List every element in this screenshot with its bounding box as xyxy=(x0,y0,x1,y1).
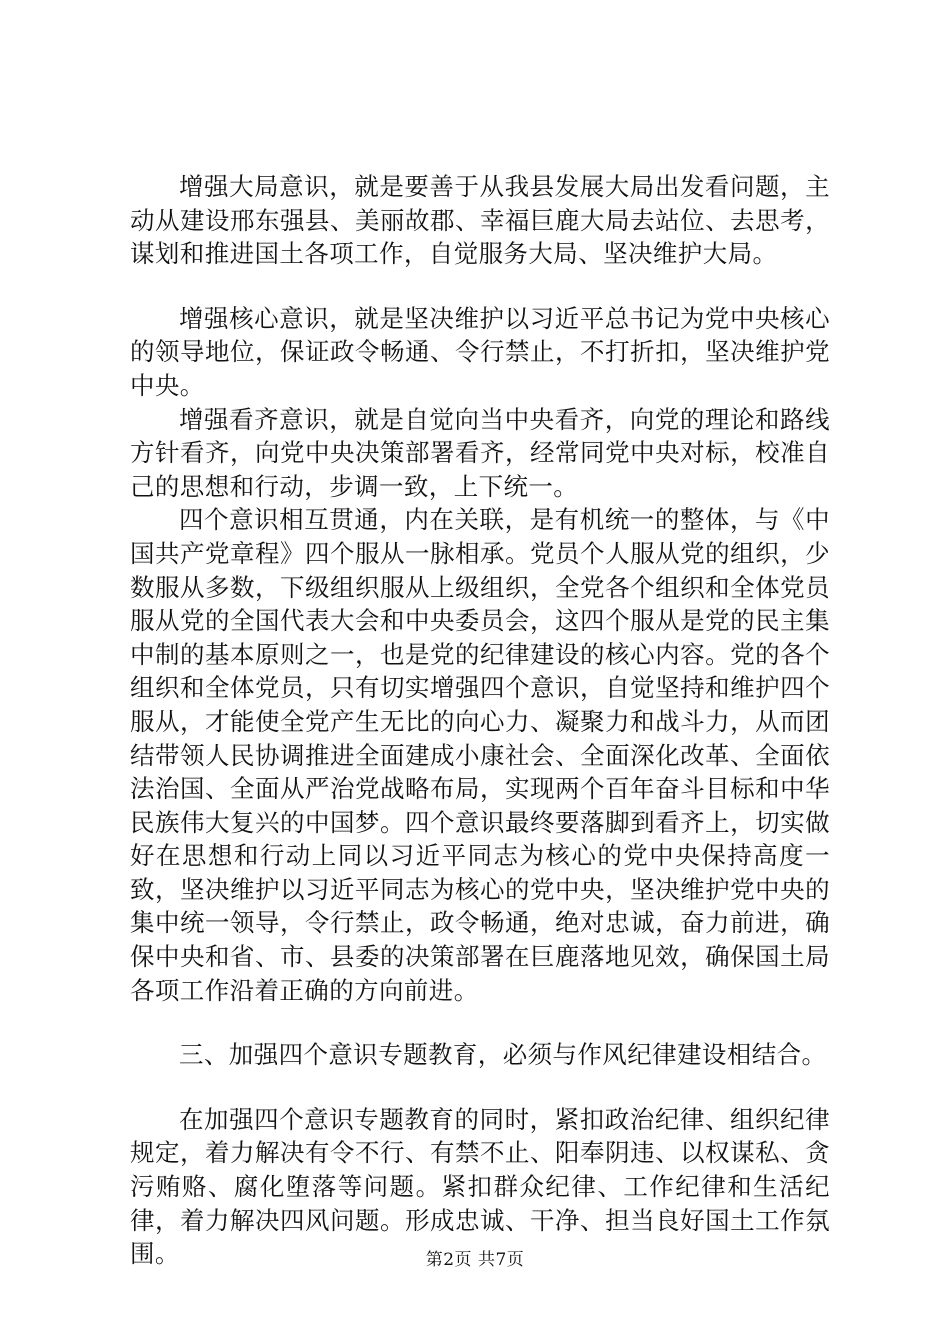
paragraph-four-awareness-relation: 四个意识相互贯通，内在关联，是有机统一的整体，与《中国共产党章程》四个服从一脉相承。党员个人服从党的组织，少数服从多数，下级组织服从上级组织，全党各个组织和全体党员服从党的全国代表大会和中央委员会，这四个服从是党的民主集中制的基本原则之一，也是党的纪律建设的核心内容。党的各个组织和全体党员，只有切实增强四个意识，自觉坚持和维护四个服从，才能使全党产生无比的向心力、凝聚力和战斗力，从而团结带领人民协调推进全面建成小康社会、全面深化改革、全面依法治国、全面从严治党战略布局，实现两个百年奋斗目标和中华民族伟大复兴的中国梦。四个意识最终要落脚到看齐上，切实做好在思想和行动上同以习近平同志为核心的党中央保持高度一致，坚决维护以习近平同志为核心的党中央，坚决维护党中央的集中统一领导，令行禁止，政令畅通，绝对忠诚，奋力前进，确保中央和省、市、县委的决策部署在巨鹿落地见效，确保国土局各项工作沿着正确的方向前进。 xyxy=(130,505,830,1005)
paragraph-alignment-awareness: 增强看齐意识，就是自觉向当中央看齐，向党的理论和路线方针看齐，向党中央决策部署看齐，经常同党中央对标，校准自己的思想和行动，步调一致，上下统一。 xyxy=(130,404,830,501)
paragraph-discipline-building: 在加强四个意识专题教育的同时，紧扣政治纪律、组织纪律规定，着力解决有令不行、有禁不止、阳奉阴违、以权谋私、贪污贿赂、腐化堕落等问题。紧扣群众纪律、工作纪律和生活纪律，着力解决四风问题。形成忠诚、干净、担当良好国土工作氛围。 xyxy=(130,1104,830,1269)
paragraph-core-awareness: 增强核心意识，就是坚决维护以习近平总书记为党中央核心的领导地位，保证政令畅通、令行禁止，不打折扣，坚决维护党中央。 xyxy=(130,303,830,400)
section-heading-three: 三、加强四个意识专题教育，必须与作风纪律建设相结合。 xyxy=(179,1040,827,1070)
document-body xyxy=(130,170,830,1271)
paragraph-big-picture-awareness: 增强大局意识，就是要善于从我县发展大局出发看问题，主动从建设邢东强县、美丽故郡、幸福巨鹿大局去站位、去思考，谋划和推进国土各项工作，自觉服务大局、坚决维护大局。 xyxy=(130,172,830,269)
page-number-footer: 第2页 共7页 xyxy=(425,1250,525,1270)
